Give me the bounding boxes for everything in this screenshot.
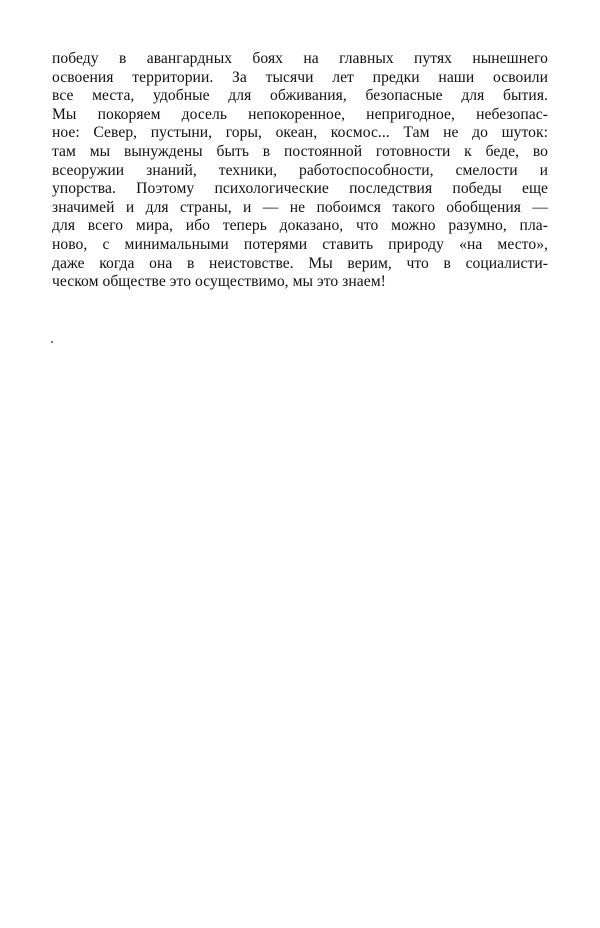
text-line-6: там мы вынуждены быть в постоянной готовности к беде, во <box>52 142 548 160</box>
text-line-13: ческом обществе это осуществимо, мы это знаем! <box>52 273 386 291</box>
print-speck <box>51 341 53 343</box>
text-line-1: победу в авангардных боях на главных путях нынешнего <box>52 50 548 67</box>
text-line-10: для всего мира, ибо теперь доказано, что можно разумно, пла- <box>52 217 548 235</box>
text-line-11: ново, с минимальными потерями ставить природу «на место», <box>52 235 548 253</box>
text-line-7: всеоружии знаний, техники, работоспособности, смелости и <box>52 161 548 179</box>
text-line-5: ное: Север, пустыни, горы, океан, космос... Там не до шуток: <box>52 124 548 142</box>
body-paragraph <box>52 50 548 292</box>
text-line-2: освоения территории. За тысячи лет предки наши освоили <box>52 68 548 86</box>
text-line-9: значимей и для страны, и — не побоимся такого обобщения — <box>52 198 548 216</box>
text-line-3: все места, удобные для обживания, безопасные для бытия. <box>52 87 548 105</box>
text-line-12: даже когда она в неистовстве. Мы верим, что в социалисти- <box>52 254 548 272</box>
text-line-4: Мы покоряем досель непокоренное, непригодное, небезопас- <box>52 105 548 123</box>
text-line-8: упорства. Поэтому психологические последствия победы еще <box>52 180 548 198</box>
